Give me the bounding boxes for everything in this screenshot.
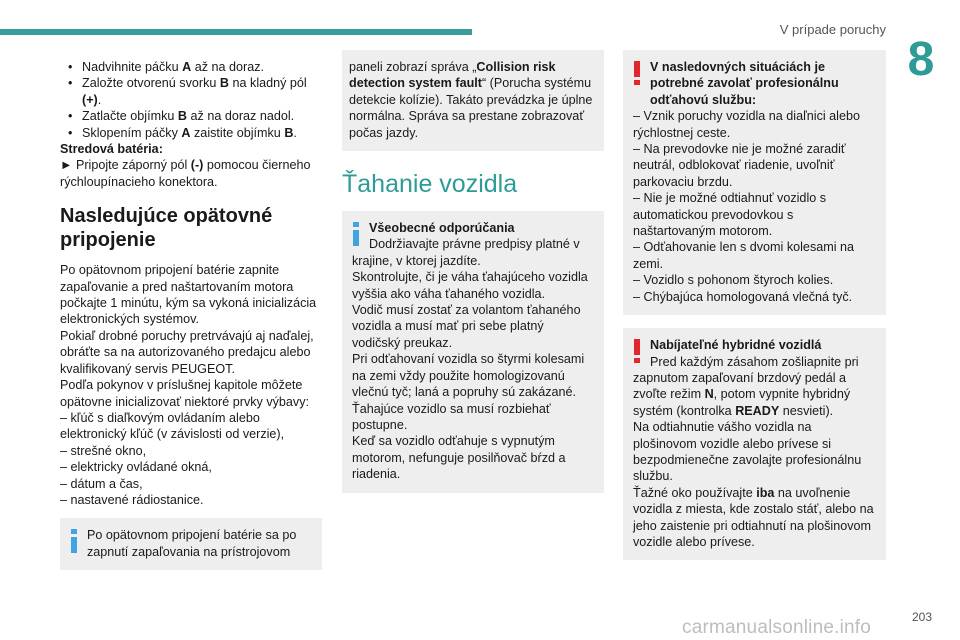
paragraph: Ťažné oko používajte iba na uvoľnenie vozidla z miesta, kde zostalo stáť, alebo na jeho zaistenie pri odtiahnutí na plošinovom vozidle alebo prívese.	[633, 485, 874, 549]
list-item: – Nie je možné odtiahnuť vozidlo s automatickou prevodovkou s naštartovaným motorom.	[633, 191, 827, 239]
watermark: carmanualsonline.info	[682, 617, 872, 638]
info-box-text: Po opätovnom pripojení batérie sa po zapnutí zapaľovania na prístrojovom	[87, 528, 297, 559]
box-header	[633, 337, 876, 353]
list-item: – strešné okno,	[60, 443, 147, 458]
list-item: – Chýbajúca homologovaná vlečná tyč.	[633, 289, 853, 304]
info-icon	[352, 222, 360, 246]
paragraph: Pokiaľ drobné poruchy pretrvávajú aj naďalej, obráťte sa na autorizovaného predajcu alebo kvalifikovaný servis PEUGEOT.	[60, 328, 314, 376]
general-recommendations-box	[342, 211, 604, 493]
list-item: – dátum a čas,	[60, 476, 143, 491]
box-title: Nabíjateľné hybridné vozidlá	[650, 338, 822, 353]
info-icon	[70, 529, 78, 553]
box-title: Všeobecné odporúčania	[369, 221, 515, 236]
list-item: – kľúč s diaľkovým ovládaním alebo elektronický kľúč (v závislosti od verzie),	[60, 410, 285, 442]
warning-box-towing-service	[623, 50, 886, 315]
column-2	[342, 59, 604, 493]
paragraph: Na odtiahnutie vášho vozidla na plošinovom vozidle alebo prívese si bezpodmienečne zavolajte profesionálnu službu.	[633, 420, 862, 484]
page-number: 203	[912, 610, 933, 624]
list-item: – Odťahovanie len s dvomi kolesami na zemi.	[633, 240, 855, 271]
section-title: V prípade poruchy	[779, 22, 886, 37]
list-item: – Vozidlo s pohonom štyroch kolies.	[633, 273, 834, 288]
list-item: – elektricky ovládané okná,	[60, 460, 212, 475]
continued-info-box	[342, 50, 604, 151]
paragraph: Vodič musí zostať za volantom ťahaného vozidla a musí mať pri sebe platný vodičský preukaz.	[352, 303, 581, 350]
paragraph: Dodržiavajte právne predpisy platné v krajine, v ktorej jazdíte.	[352, 237, 580, 268]
step-list	[60, 59, 322, 141]
middle-battery-text: ► Pripojte záporný pól (-) pomocou čierneho rýchloupínacieho konektora.	[60, 158, 311, 189]
paragraph: Keď sa vozidlo odťahuje s vypnutým motorom, nefunguje posilňovač bŕzd a riadenia.	[352, 434, 566, 482]
list-item: • Zatlačte objímku B až na doraz nadol.	[68, 108, 322, 124]
middle-battery-label: Stredová batéria:	[60, 142, 163, 157]
paragraph: Podľa pokynov v príslušnej kapitole môžete opätovne inicializovať niektoré prvky výbavy:	[60, 378, 310, 409]
info-box	[60, 518, 322, 570]
box-header	[352, 220, 594, 236]
column-1	[60, 59, 322, 570]
list-item: – Vznik poruchy vozidla na diaľnici alebo rýchlostnej ceste.	[633, 109, 860, 140]
warning-icon	[633, 61, 641, 87]
list-item: – Na prevodovke nie je možné zaradiť neutrál, odblokovať riadenie, uvoľniť parkovaciu brzdu.	[633, 142, 846, 189]
paragraph: Ťahajúce vozidlo sa musí rozbiehať postupne.	[352, 401, 551, 432]
towing-heading: Ťahanie vozidla	[342, 170, 518, 199]
warning-box-hybrid	[623, 328, 886, 560]
list-item: • Nadvihnite páčku A až na doraz.	[68, 59, 322, 75]
box-title: V nasledovných situáciách je potrebné zavolať profesionálnu odťahovú službu:	[650, 60, 839, 107]
box-header	[633, 59, 876, 108]
warning-icon	[633, 339, 641, 365]
column-3	[623, 50, 886, 560]
reconnection-heading: Nasledujúce opätovné pripojenie	[60, 205, 273, 252]
header-accent-bar	[0, 29, 472, 35]
paragraph: Pri odťahovaní vozidla so štyrmi kolesami na zemi vždy použite homologizovanú vlečnú tyč; laná a popruhy sú zakázané.	[352, 352, 585, 400]
list-item: • Sklopením páčky A zaistite objímku B.	[68, 125, 322, 141]
paragraph: Skontrolujte, či je váha ťahajúceho vozidla vyššia ako váha ťahaného vozidla.	[352, 270, 588, 301]
list-item: – nastavené rádiostanice.	[60, 492, 204, 507]
continued-text: paneli zobrazí správa „Collision risk detection system fault“ (Porucha systému detekcie kolízie). Takáto prevádzka je úplne normálna. Správa sa prestane zobrazovať počas jazdy.	[349, 60, 593, 140]
info-box-content	[70, 527, 312, 560]
list-item: • Založte otvorenú svorku B na kladný pól (+).	[68, 75, 322, 108]
paragraph: Pred každým zásahom zošliapnite pri zapnutom zapaľovaní brzdový pedál a zvoľte režim N, potom vypnite hybridný systém (kontrolka READY nesvieti).	[633, 354, 859, 418]
paragraph: Po opätovnom pripojení batérie zapnite zapaľovanie a pred naštartovaním motora počkajte 1 minútu, kým sa vykoná inicializácia elektronických systémov.	[60, 263, 317, 327]
chapter-number: 8	[907, 33, 935, 86]
